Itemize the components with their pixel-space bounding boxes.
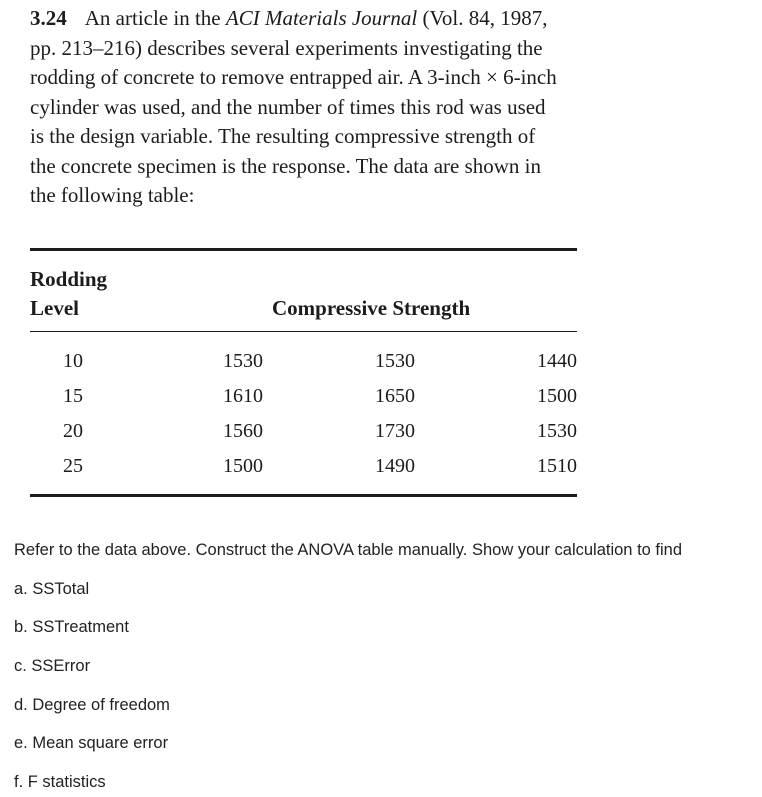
problem-line: is the design variable. The resulting compressive strength of: [30, 124, 536, 148]
data-table: [30, 248, 577, 497]
table-row: [30, 379, 577, 414]
table-header: [30, 251, 577, 331]
question-prompt: Refer to the data above. Construct the ANOVA table manually. Show your calculation to find: [14, 541, 683, 559]
question-item: f. F statistics: [14, 773, 106, 792]
problem-line: the following table:: [30, 183, 195, 207]
problem-line: pp. 213–216) describes several experiments investigating the: [30, 35, 543, 60]
rodding-level-header: [30, 265, 107, 323]
cell-value: 1650: [375, 385, 415, 407]
question-section: [14, 535, 682, 797]
problem-number: 3.24: [30, 6, 67, 30]
cell-value: 1610: [223, 385, 263, 407]
problem-line-text: An article in the: [84, 6, 226, 30]
table-row: [30, 414, 577, 449]
table-row: [30, 344, 577, 379]
problem-line: cylinder was used, and the number of times this rod was used: [30, 94, 546, 119]
header-text: Level: [30, 296, 79, 320]
compressive-strength-header: Compressive Strength: [272, 296, 471, 320]
question-item: d. Degree of freedom: [14, 695, 170, 714]
table-body: [30, 332, 577, 494]
problem-line: [30, 4, 630, 34]
problem-line: rodding of concrete to remove entrapped air. A 3-inch × 6-inch: [30, 65, 557, 89]
journal-name: ACI Materials Journal: [225, 6, 418, 30]
cell-value: 1500: [537, 385, 577, 407]
problem-line: the concrete specimen is the response. The data are shown in: [30, 153, 542, 178]
header-text: Rodding: [30, 267, 108, 291]
cell-value: 1500: [223, 455, 263, 477]
problem-line-text: (Vol. 84, 1987,: [417, 6, 548, 30]
table-row: [30, 449, 577, 484]
cell-level: 20: [63, 420, 83, 442]
cell-level: 15: [63, 385, 83, 407]
cell-value: 1510: [537, 455, 577, 477]
cell-value: 1440: [537, 350, 577, 372]
problem-text: [30, 4, 630, 211]
question-item: b. SSTreatment: [14, 618, 129, 637]
question-item: a. SSTotal: [14, 579, 90, 598]
question-item: e. Mean square error: [14, 734, 169, 753]
cell-level: 10: [63, 350, 83, 372]
cell-level: 25: [63, 455, 83, 477]
cell-value: 1560: [223, 420, 263, 442]
cell-value: 1530: [223, 350, 263, 372]
cell-value: 1530: [375, 350, 415, 372]
cell-value: 1730: [375, 420, 415, 442]
table-bottom-rule: [30, 494, 577, 497]
question-item: c. SSError: [14, 657, 91, 676]
cell-value: 1490: [375, 455, 415, 477]
cell-value: 1530: [537, 420, 577, 442]
